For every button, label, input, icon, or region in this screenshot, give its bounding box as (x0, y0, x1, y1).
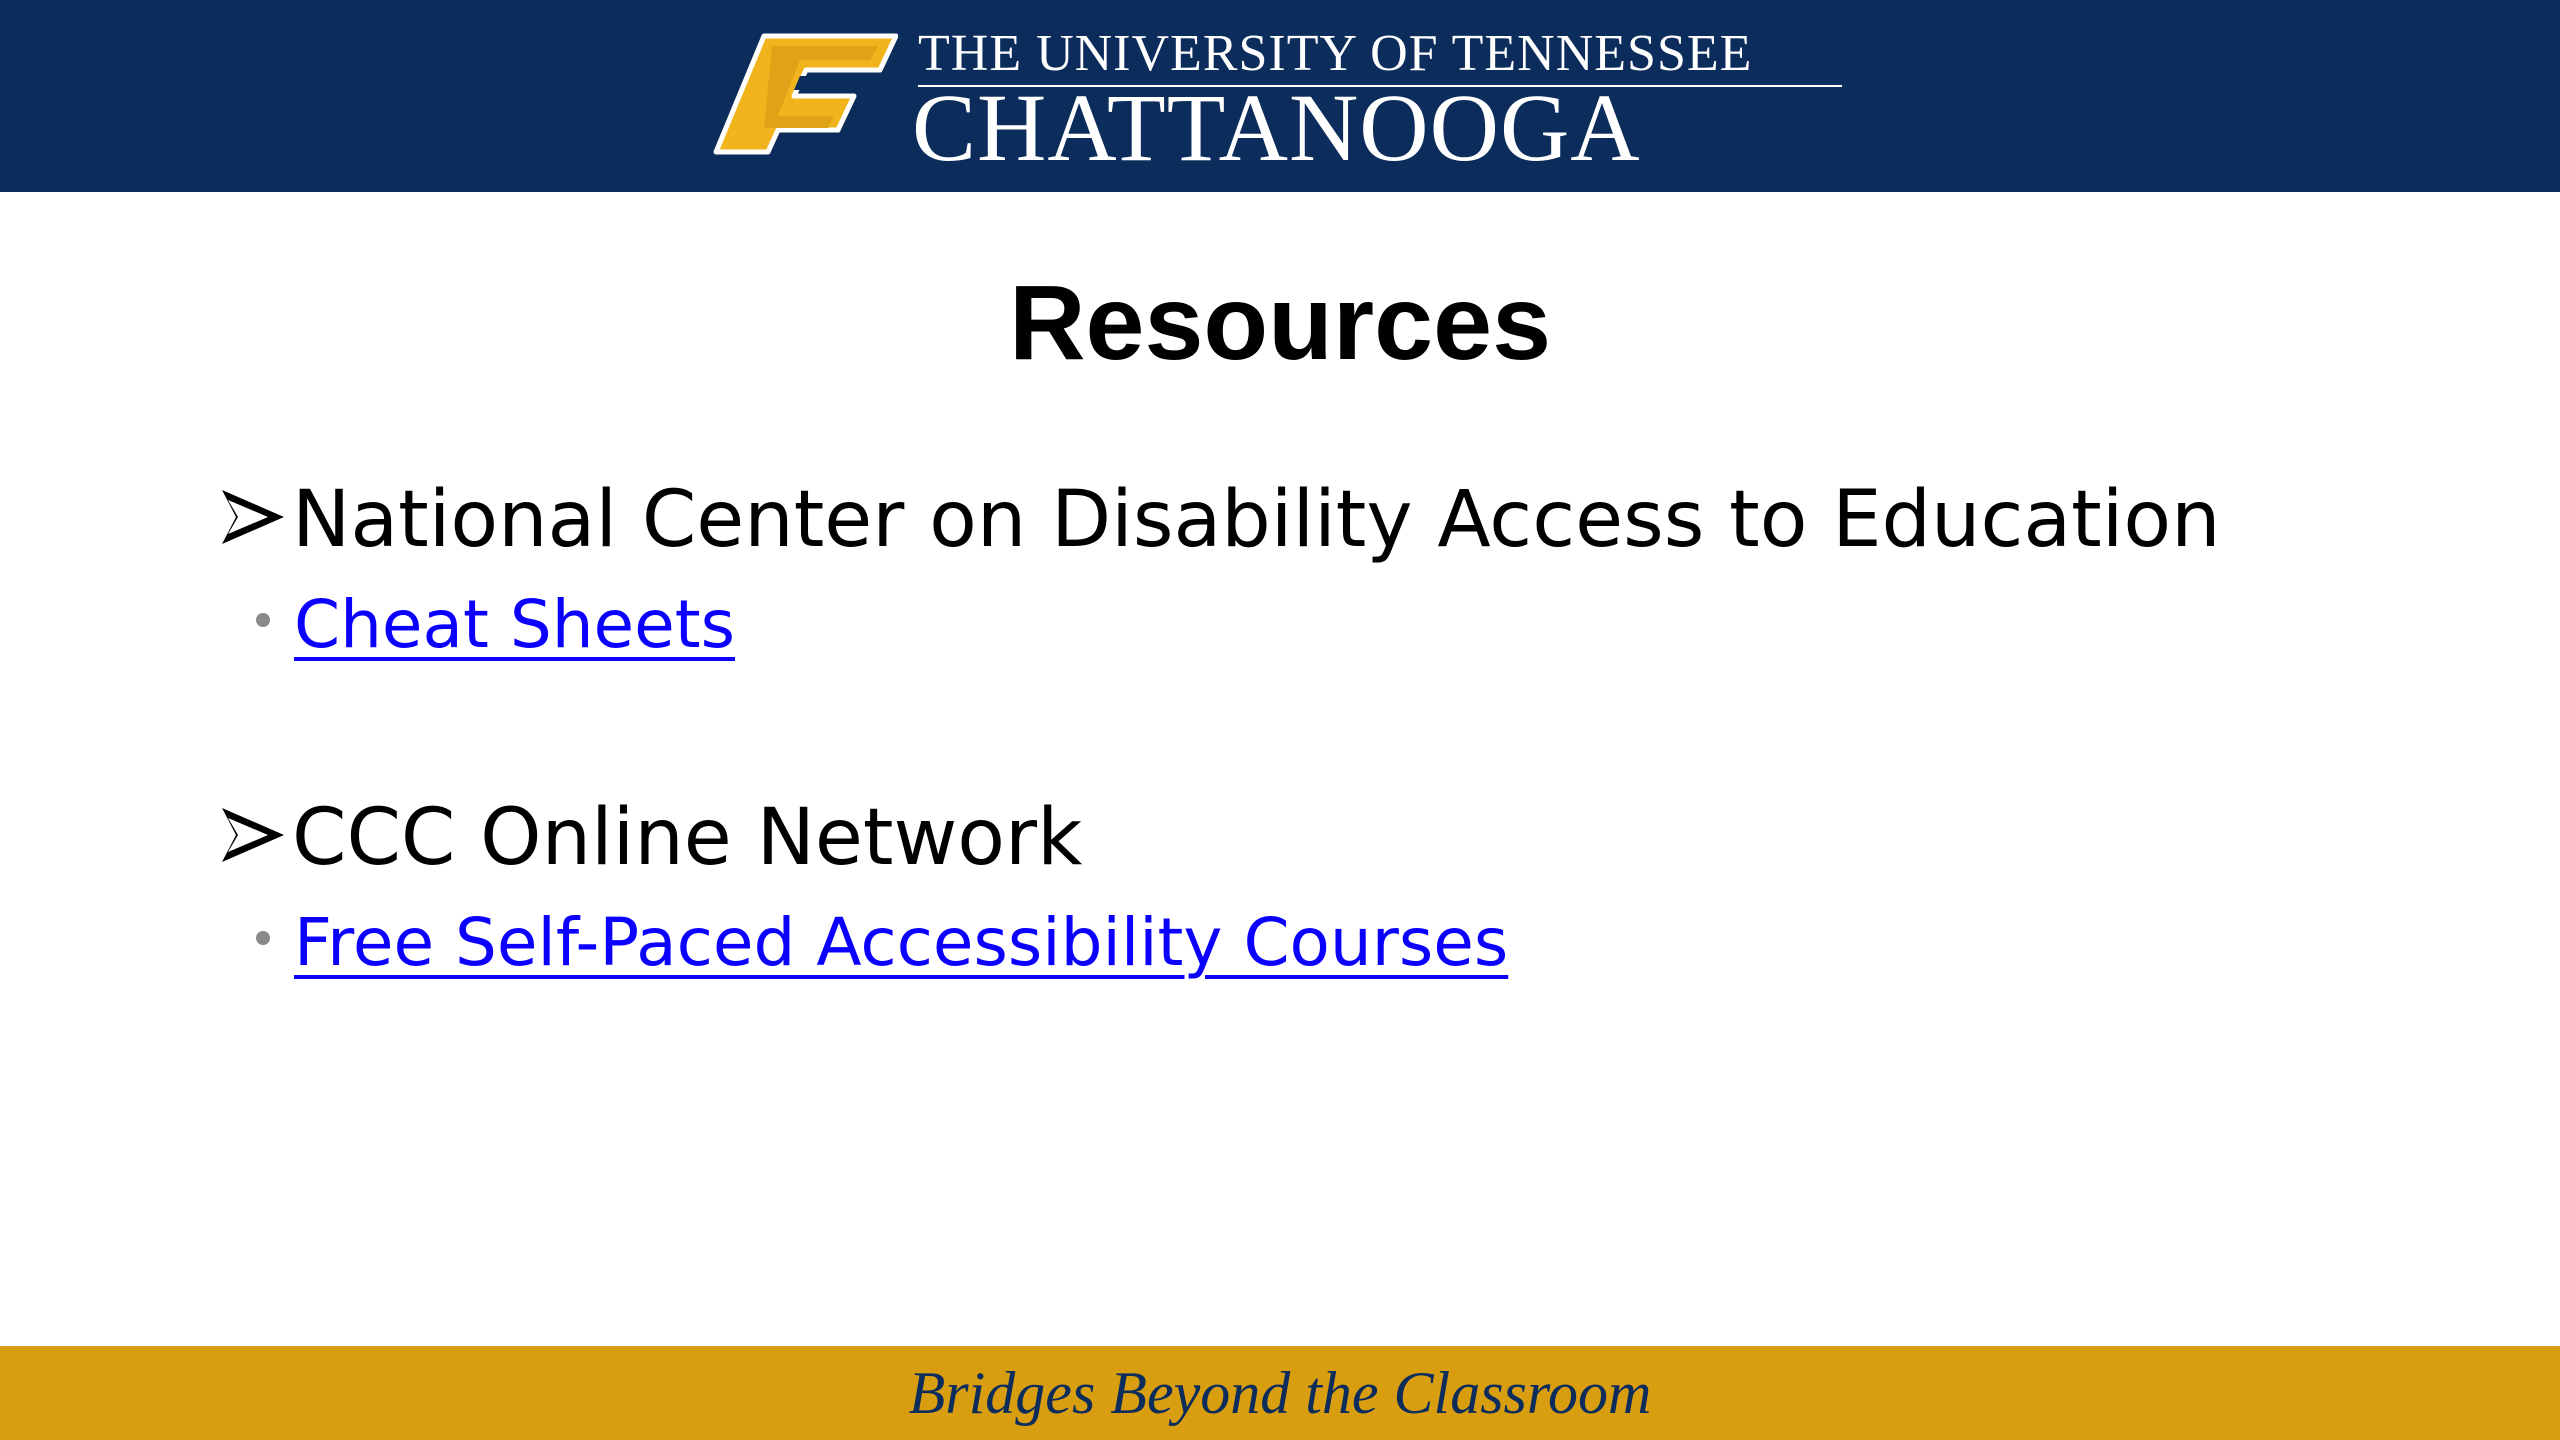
section-heading (218, 470, 2221, 570)
campus-name: CHATTANOOGA (912, 74, 1641, 181)
bullet-dot-icon (256, 613, 270, 627)
slide-title: Resources (1008, 264, 1552, 382)
cheat-sheets-link[interactable]: Cheat Sheets (294, 586, 736, 663)
section-heading-text: National Center on Disability Access to Education (292, 475, 2221, 565)
section-heading-text: CCC Online Network (292, 793, 1083, 883)
arrow-bullet-icon (218, 482, 288, 552)
arrow-bullet-icon (218, 800, 288, 870)
footer-tagline: Bridges Beyond the Classroom (908, 1360, 1652, 1426)
utc-logo-icon (712, 32, 898, 162)
section-heading (218, 788, 1082, 888)
institution-line: THE UNIVERSITY OF TENNESSEE (918, 25, 1753, 82)
accessibility-courses-link[interactable]: Free Self-Paced Accessibility Courses (294, 904, 1509, 981)
bullet-dot-icon (256, 931, 270, 945)
link-item (256, 580, 735, 670)
link-item (256, 898, 1508, 988)
